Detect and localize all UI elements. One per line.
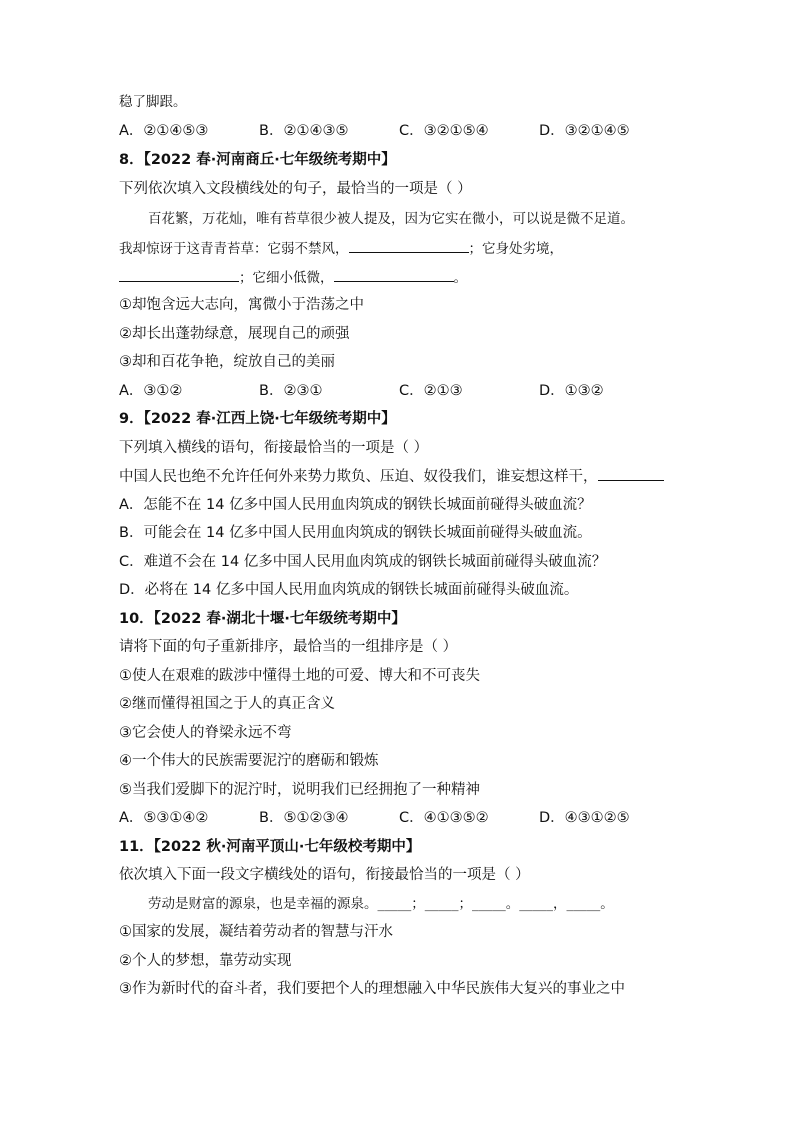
question-9-prompt: 下列填入横线的语句，衔接最恰当的一项是（ ） <box>119 440 429 456</box>
question-10-heading: 10．【2022 春·湖北十堰·七年级统考期中】 <box>119 611 406 627</box>
option-a[interactable]: A．②①④⑤③ <box>119 123 209 139</box>
question-11-item-1: ①国家的发展，凝结着劳动者的智慧与汗水 <box>119 924 393 940</box>
previous-question-tail: 稳了脚跟。 <box>119 94 187 110</box>
option-d[interactable]: D．③②①④⑤ <box>539 123 630 139</box>
option-d[interactable]: D．①③② <box>539 383 604 399</box>
question-8-prompt: 下列依次填入文段横线处的句子，最恰当的一项是（ ） <box>119 181 472 197</box>
option-c[interactable]: C．③②①⑤④ <box>399 123 489 139</box>
question-11-item-3: ③作为新时代的奋斗者，我们要把个人的理想融入中华民族伟大复兴的事业之中 <box>119 981 625 997</box>
previous-question-options <box>119 121 679 141</box>
question-11-prompt: 依次填入下面一段文字横线处的语句，衔接最恰当的一项是（ ） <box>119 867 530 883</box>
blank-3 <box>334 267 454 282</box>
passage-text: 。 <box>453 270 467 286</box>
blank-1 <box>349 238 469 253</box>
question-8-passage-line-2 <box>119 238 679 259</box>
sentence-text: 中国人民也绝不允许任何外来势力欺负、压迫、奴役我们，谁妄想这样干， <box>119 469 598 485</box>
question-9-option-c[interactable]: C．难道不会在 14 亿多中国人民用血肉筑成的钢铁长城面前碰得头破血流？ <box>119 554 607 570</box>
question-10-options <box>119 808 679 828</box>
question-9-option-d[interactable]: D．必将在 14 亿多中国人民用血肉筑成的钢铁长城面前碰得头破血流。 <box>119 582 579 598</box>
question-8-heading: 8．【2022 春·河南商丘·七年级统考期中】 <box>119 152 396 168</box>
passage-text: ；它身处劣境， <box>468 241 563 257</box>
question-8-item-1: ①却饱含远大志向，寓微小于浩荡之中 <box>119 297 364 313</box>
question-10-item-4: ④一个伟大的民族需要泥泞的磨砺和锻炼 <box>119 753 379 769</box>
option-b[interactable]: B．②①④③⑤ <box>259 123 349 139</box>
option-b[interactable]: B．⑤①②③④ <box>259 810 349 826</box>
question-10-item-3: ③它会使人的脊梁永远不弯 <box>119 725 292 741</box>
question-8-item-2: ②却长出蓬勃绿意，展现自己的顽强 <box>119 326 350 342</box>
option-a[interactable]: A．⑤③①④② <box>119 810 209 826</box>
question-10-item-2: ②继而懂得祖国之于人的真正含义 <box>119 696 335 712</box>
question-9-heading: 9．【2022 春·江西上饶·七年级统考期中】 <box>119 411 396 427</box>
question-9-option-b[interactable]: B．可能会在 14 亿多中国人民用血肉筑成的钢铁长城面前碰得头破血流。 <box>119 525 592 541</box>
question-11-item-2: ②个人的梦想，靠劳动实现 <box>119 953 292 969</box>
question-9-option-a[interactable]: A．怎能不在 14 亿多中国人民用血肉筑成的钢铁长城面前碰得头破血流？ <box>119 497 592 513</box>
option-d[interactable]: D．④③①②⑤ <box>539 810 630 826</box>
option-a[interactable]: A．③①② <box>119 383 183 399</box>
question-10-prompt: 请将下面的句子重新排序，最恰当的一组排序是（ ） <box>119 639 458 655</box>
option-c[interactable]: C．②①③ <box>399 383 463 399</box>
option-c[interactable]: C．④①③⑤② <box>399 810 489 826</box>
question-8-options <box>119 381 679 401</box>
question-8-passage-line-1: 百花繁，万花灿，唯有苔草很少被人提及，因为它实在微小，可以说是微不足道。 <box>148 211 634 227</box>
passage-text: ；它细小低微， <box>239 270 334 286</box>
option-b[interactable]: B．②③① <box>259 383 323 399</box>
blank <box>598 466 664 481</box>
question-9-sentence <box>119 466 679 487</box>
passage-text: 我却惊讶于这青青苔草：它弱不禁风， <box>119 241 349 257</box>
question-10-item-5: ⑤当我们爱脚下的泥泞时，说明我们已经拥抱了一种精神 <box>119 782 480 798</box>
question-11-heading: 11．【2022 秋·河南平顶山·七年级校考期中】 <box>119 839 421 855</box>
question-10-item-1: ①使人在艰难的跋涉中懂得土地的可爱、博大和不可丧失 <box>119 668 480 684</box>
blank-2 <box>119 267 239 282</box>
question-8-item-3: ③却和百花争艳，绽放自己的美丽 <box>119 354 335 370</box>
question-8-passage-line-3 <box>119 267 679 288</box>
question-11-passage: 劳动是财富的源泉，也是幸福的源泉。_____；_____；_____。_____，_____。 <box>148 896 614 912</box>
